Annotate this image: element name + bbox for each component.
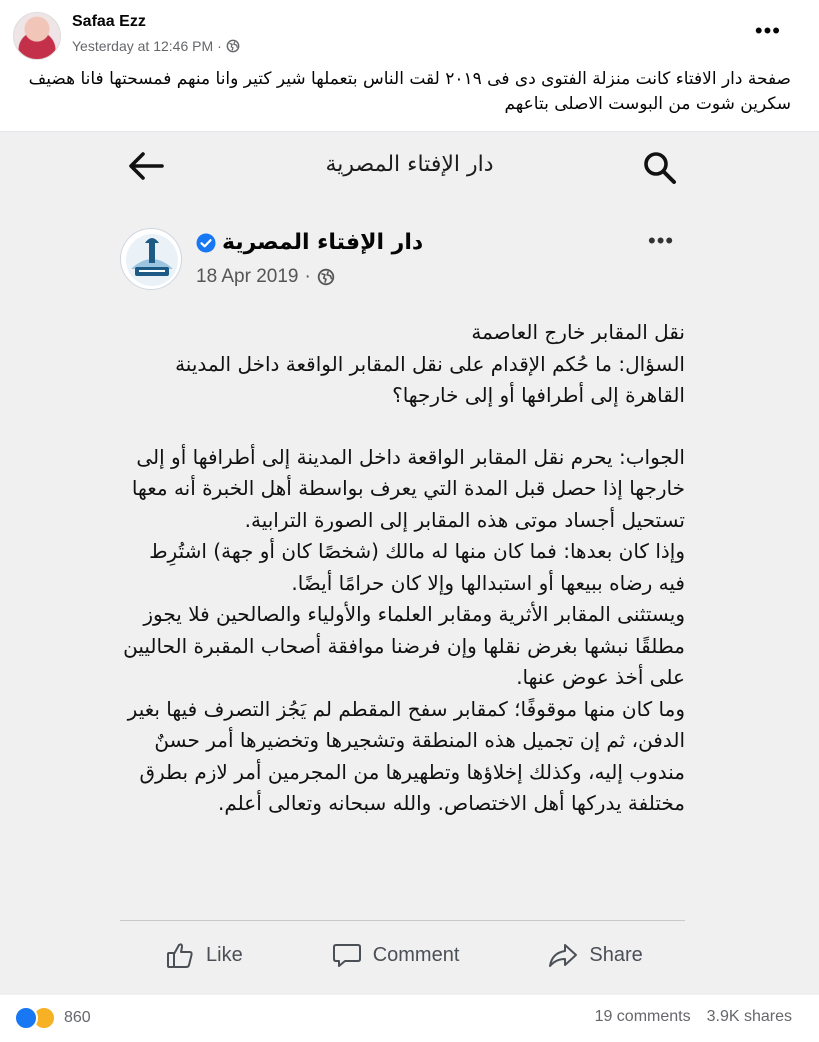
embedded-screenshot bbox=[0, 131, 819, 995]
post-meta bbox=[72, 38, 240, 54]
meta-separator: · bbox=[217, 38, 222, 54]
post-header bbox=[0, 0, 819, 130]
share-label: Share bbox=[589, 943, 643, 966]
post-stats bbox=[595, 1008, 792, 1026]
embedded-share-action bbox=[503, 939, 686, 971]
embedded-nav-bar bbox=[0, 132, 819, 200]
comment-icon bbox=[331, 939, 363, 971]
embedded-like-action bbox=[120, 939, 287, 971]
page-date-row bbox=[196, 266, 335, 288]
page-name: دار الإفتاء المصرية bbox=[222, 230, 424, 255]
shares-count[interactable]: 3.9K shares bbox=[706, 1008, 792, 1025]
post-caption: صفحة دار الافتاء كانت منزلة الفتوى دى فى ٢٠١٩ لقت الناس بتعملها شير كتير وانا منهم فمسحتها فانا هضيف سكرين شوت من البوست الاصلى بتاعهم bbox=[28, 69, 791, 114]
fatwa-text bbox=[120, 317, 685, 820]
globe-icon bbox=[226, 39, 240, 53]
author-avatar[interactable] bbox=[13, 12, 61, 60]
date-separator: · bbox=[304, 266, 311, 287]
embedded-more-icon: ••• bbox=[648, 228, 675, 253]
embedded-nav-title: دار الإفتاء المصرية bbox=[325, 152, 494, 177]
fatwa-title: نقل المقابر خارج العاصمة bbox=[471, 320, 685, 344]
dar-al-ifta-logo-icon bbox=[121, 229, 182, 290]
verified-badge-icon bbox=[196, 233, 216, 253]
author-name[interactable]: Safaa Ezz bbox=[72, 13, 146, 30]
like-reaction-icon bbox=[14, 1006, 38, 1030]
search-icon bbox=[642, 150, 678, 186]
reactions[interactable] bbox=[14, 1006, 91, 1030]
post-footer bbox=[0, 994, 819, 1042]
post-time[interactable]: Yesterday at 12:46 PM bbox=[72, 38, 214, 54]
reactions-count[interactable]: 860 bbox=[64, 1009, 91, 1026]
thumbs-up-icon bbox=[164, 939, 196, 971]
page-post-date: 18 Apr 2019 bbox=[196, 266, 299, 287]
embedded-comment-action bbox=[287, 939, 504, 971]
comment-label: Comment bbox=[372, 943, 460, 966]
globe-icon bbox=[317, 268, 335, 286]
action-divider bbox=[120, 920, 685, 921]
fatwa-paragraph: وما كان منها موقوفًا؛ كمقابر سفح المقطم لم يَجُز التصرف فيها بغير الدفن، ثم إن تجميل هذه المنطقة وتشجيرها وتخضيرها أمر حسنٌ مندوب إليه، وكذلك إخلاؤها وتطهيرها من المجرمين أمر لازم بطرق مختلفة يدركها أهل الاختصاص. والله سبحانه وتعالى أعلم. bbox=[127, 696, 685, 815]
page-name-row bbox=[196, 230, 423, 255]
embedded-action-bar bbox=[120, 932, 685, 978]
fatwa-answer: الجواب: يحرم نقل المقابر الواقعة داخل المدينة إلى أطرافها أو إلى خارجها إذا حصل قبل المدة التي يعرف بواسطة أهل الخبرة أنه معها تستحيل أجساد موتى هذه المقابر إلى الصورة الترابية. bbox=[131, 444, 685, 532]
like-label: Like bbox=[206, 943, 243, 966]
fatwa-paragraph: وإذا كان بعدها: فما كان منها له مالك (شخصًا كان أو جهة) اشتُرِط فيه رضاه ببيعها أو استبدالها وإلا كان حرامًا أيضًا. bbox=[149, 539, 685, 595]
fatwa-paragraph: ويستثنى المقابر الأثرية ومقابر العلماء والأولياء والصالحين فلا يجوز مطلقًا نبشها بغرض نقلها وإن فرضنا موافقة أصحاب المقبرة الحاليين على أخذ عوض عنها. bbox=[123, 602, 685, 689]
comments-count[interactable]: 19 comments bbox=[594, 1008, 691, 1025]
fatwa-question: السؤال: ما حُكم الإقدام على نقل المقابر الواقعة داخل المدينة القاهرة إلى أطرافها أو إلى خارجها؟ bbox=[175, 351, 685, 407]
post-more-button[interactable]: ••• bbox=[754, 18, 781, 43]
share-arrow-icon bbox=[547, 939, 579, 971]
page-logo bbox=[120, 228, 182, 290]
